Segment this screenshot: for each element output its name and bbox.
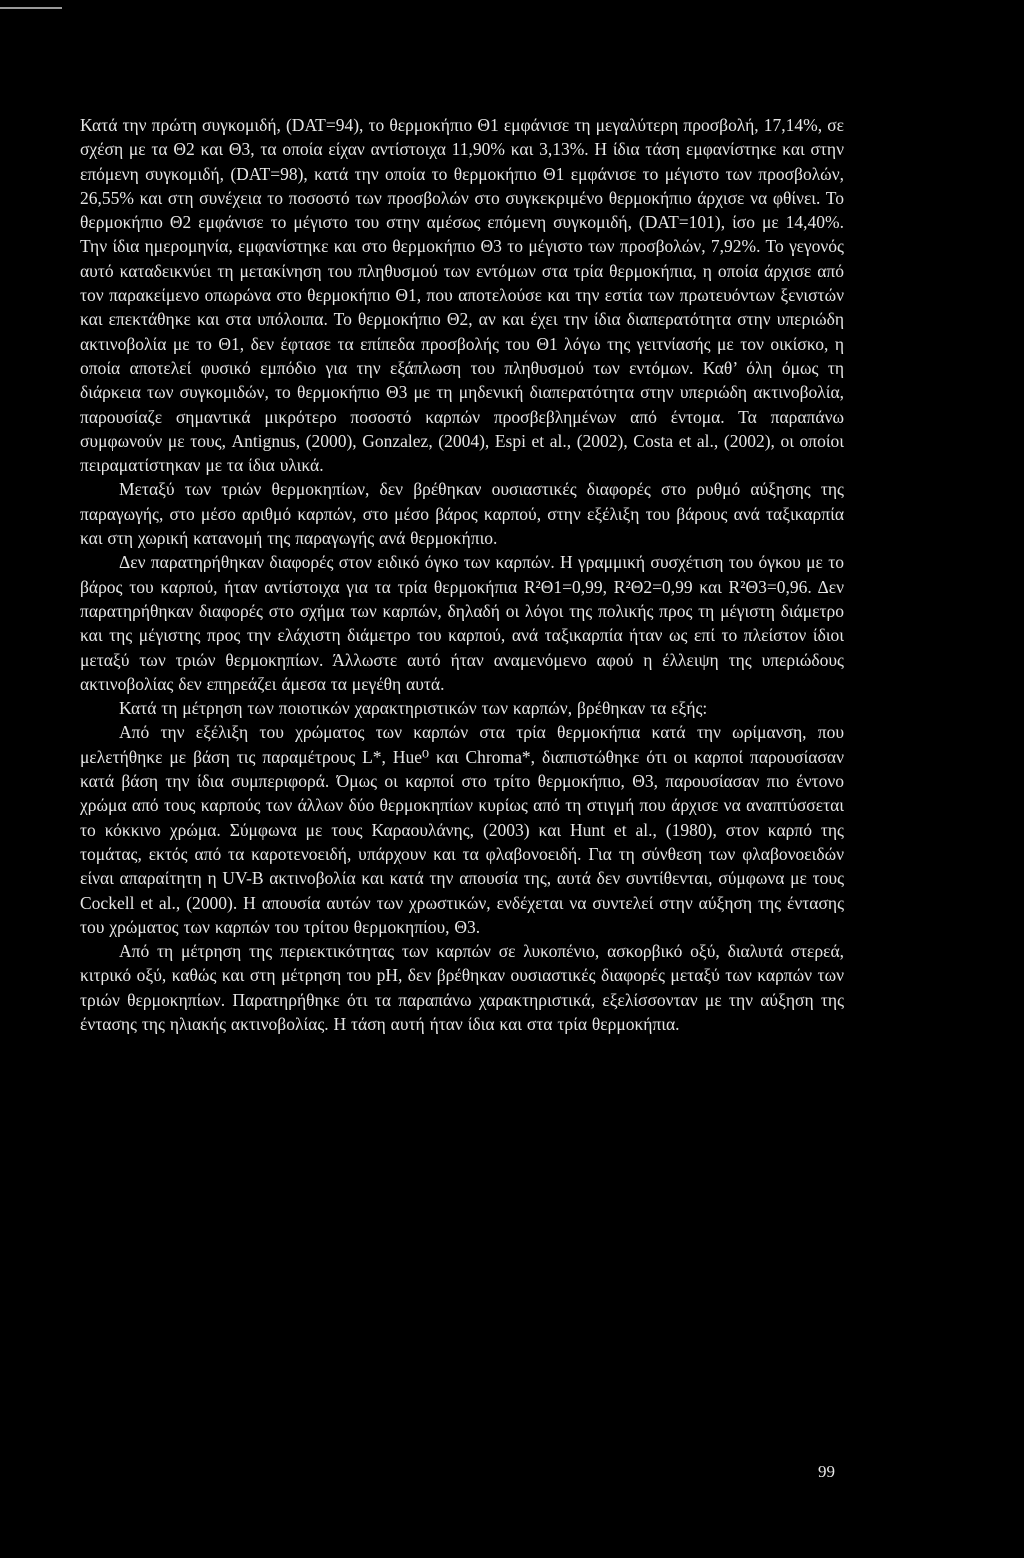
page-body — [80, 113, 844, 1036]
top-rule — [0, 7, 62, 9]
paragraph-1: Κατά την πρώτη συγκομιδή, (DAT=94), το θερμοκήπιο Θ1 εμφάνισε τη μεγαλύτερη προσβολή, 17,14%, σε σχέση με τα Θ2 και Θ3, τα οποία είχαν αντίστοιχα 11,90% και 3,13%. Η ίδια τάση εμφανίστηκε και στην επόμενη συγκομιδή, (DAT=98), κατά την οποία το θερμοκήπιο Θ1 εμφάνισε το μέγιστο των προσβολών, 26,55% και στη συνέχεια το ποσοστό των προσβολών στο συγκεκριμένο θερμοκήπιο άρχισε να φθίνει. Το θερμοκήπιο Θ2 εμφάνισε το μέγιστο του στην αμέσως επόμενη συγκομιδή, (DAT=101), ίσο με 14,40%. Την ίδια ημερομηνία, εμφανίστηκε και στο θερμοκήπιο Θ3 το μέγιστο των προσβολών, 7,92%. Το γεγονός αυτό καταδεικνύει τη μετακίνηση του πληθυσμού των εντόμων στα τρία θερμοκήπια, η οποία άρχισε από τον παρακείμενο οπωρώνα στο θερμοκήπιο Θ1, που αποτελούσε και την εστία των πρωτευόντων ξενιστών και επεκτάθηκε και στα υπόλοιπα. Το θερμοκήπιο Θ2, αν και έχει την ίδια διαπερατότητα στην υπεριώδη ακτινοβολία με το Θ1, δεν έφτασε τα επίπεδα προσβολής του Θ1 λόγω της γειτνίασής με τον οικίσκο, η οποία αποτελεί φυσικό εμπόδιο για την εξάπλωση του πληθυσμού των εντόμων. Καθ’ όλη όμως τη διάρκεια των συγκομιδών, το θερμοκήπιο Θ3 με τη μηδενική διαπερατότητα στην υπεριώδη ακτινοβολία, παρουσίαζε σημαντικά μικρότερο ποσοστό καρπών προσβεβλημένων από έντομα. Τα παραπάνω συμφωνούν με τους, Antignus, (2000), Gonzalez, (2004), Espi et al., (2002), Costa et al., (2002), οι οποίοι πειραματίστηκαν με τα ίδια υλικά. — [80, 115, 844, 476]
paragraph-3: Δεν παρατηρήθηκαν διαφορές στον ειδικό όγκο των καρπών. Η γραμμική συσχέτιση του όγκου με το βάρος του καρπού, ήταν αντίστοιχα για τα τρία θερμοκήπια R²Θ1=0,99, R²Θ2=0,99 και R²Θ3=0,96. Δεν παρατηρήθηκαν διαφορές στο σχήμα των καρπών, δηλαδή οι λόγοι της πολικής προς τη μέγιστη διάμετρο και της μέγιστης προς την ελάχιστη διάμετρο του καρπού, ανά ταξικαρπία ήταν ως επί το πλείστον ίδιοι μεταξύ των τριών θερμοκηπίων. Άλλωστε αυτό ήταν αναμενόμενο αφού η έλλειψη της υπεριώδους ακτινοβολίας δεν επηρεάζει άμεσα τα μεγέθη αυτά. — [80, 552, 844, 694]
page-number: 99 — [818, 1462, 835, 1481]
paragraph-2: Μεταξύ των τριών θερμοκηπίων, δεν βρέθηκαν ουσιαστικές διαφορές στο ρυθμό αύξησης της παραγωγής, στο μέσο αριθμό καρπών, στο μέσο βάρος καρπού, στην εξέλιξη του βάρους ανά ταξικαρπία και στη χωρική κατανομή της παραγωγής ανά θερμοκήπιο. — [80, 479, 844, 549]
paragraph-4: Κατά τη μέτρηση των ποιοτικών χαρακτηριστικών των καρπών, βρέθηκαν τα εξής: — [119, 698, 708, 719]
paragraph-5: Από την εξέλιξη του χρώματος των καρπών στα τρία θερμοκήπια κατά την ωρίμανση, που μελετήθηκε με βάση τις παραμέτρους L*, Hue⁰ και Chroma*, διαπιστώθηκε ότι οι καρποί παρουσίασαν κατά βάση την ίδια συμπεριφορά. Όμως οι καρποί στο τρίτο θερμοκήπιο, Θ3, παρουσίασαν πιο έντονο χρώμα από τους καρπούς των άλλων δύο θερμοκηπίων κυρίως από τη στιγμή που άρχισε να αναπτύσσεται το κόκκινο χρώμα. Σύμφωνα με τους Καραουλάνης, (2003) και Hunt et al., (1980), στον καρπό της τομάτας, εκτός από τα καροτενοειδή, υπάρχουν και τα φλαβονοειδή. Για τη σύνθεση των φλαβονοειδών είναι απαραίτητη η UV-B ακτινοβολία και κατά την απουσία της, αυτά δεν συντίθενται, σύμφωνα με τους Cockell et al., (2000). Η απουσία αυτών των χρωστικών, ενδέχεται να συντελεί στην αύξηση της έντασης του χρώματος των καρπών του τρίτου θερμοκηπίου, Θ3. — [80, 722, 844, 937]
paragraph-6: Από τη μέτρηση της περιεκτικότητας των καρπών σε λυκοπένιο, ασκορβικό οξύ, διαλυτά στερεά, κιτρικό οξύ, καθώς και στη μέτρηση του pH, δεν βρέθηκαν ουσιαστικές διαφορές μεταξύ των καρπών των τριών θερμοκηπίων. Παρατηρήθηκε ότι τα παραπάνω χαρακτηριστικά, εξελίσσονταν με την αύξηση της έντασης της ηλιακής ακτινοβολίας. Η τάση αυτή ήταν ίδια και στα τρία θερμοκήπια. — [80, 941, 844, 1034]
